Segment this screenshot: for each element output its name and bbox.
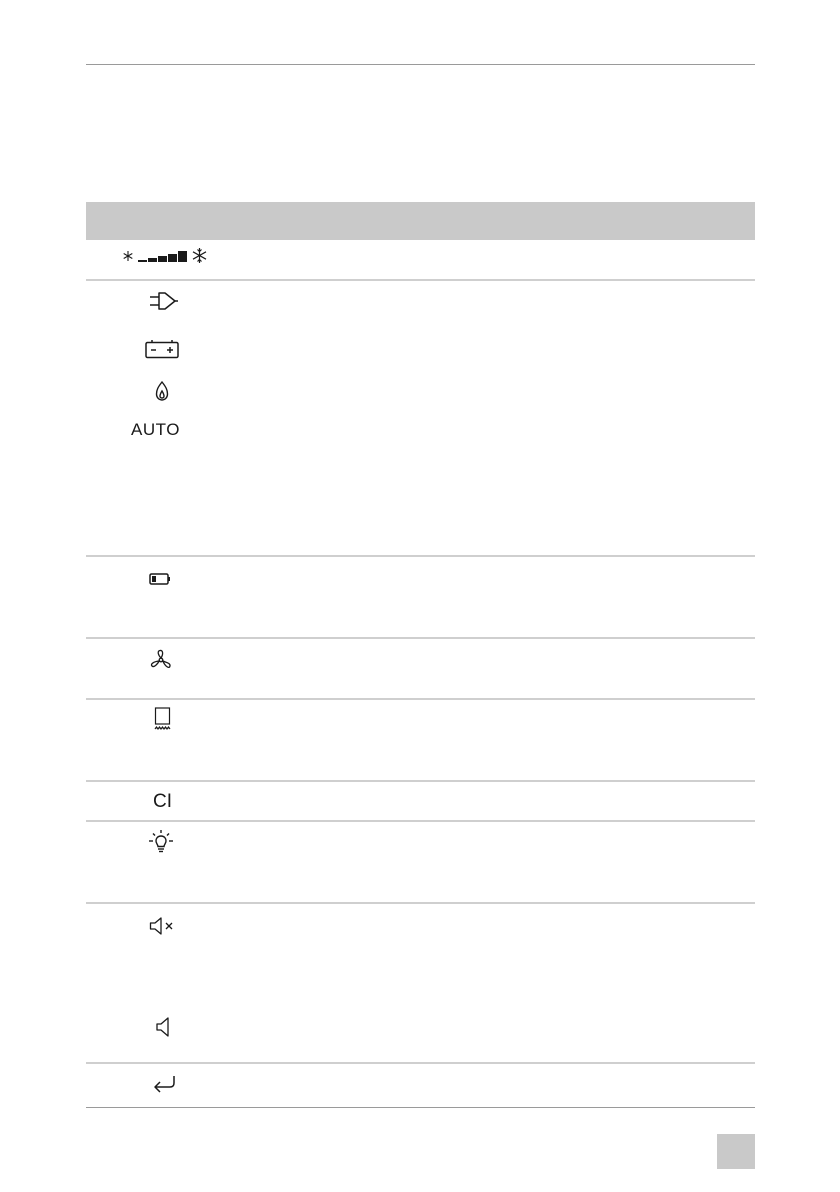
top-rule: [86, 64, 755, 65]
table-row-sound: [86, 904, 755, 1064]
enter-return-icon: [152, 1074, 178, 1094]
table-row-light: [86, 822, 755, 904]
speaker-mute-icon: [149, 917, 177, 935]
table-row-fan: [86, 639, 755, 700]
light-bulb-icon: [148, 829, 174, 857]
table-row-ci: [86, 782, 755, 822]
table-row-heater: [86, 700, 755, 782]
speaker-icon: [155, 1016, 171, 1038]
ci-label: CI: [153, 791, 172, 812]
symbol-table: [86, 202, 755, 1108]
fan-icon: [150, 649, 172, 671]
table-row-enter: [86, 1064, 755, 1108]
table-row-energy-source: [86, 281, 755, 557]
snowflake-small-icon: [122, 250, 134, 262]
battery-dc-icon: [145, 339, 179, 359]
page-tab: [717, 1134, 755, 1169]
table-row-temperature-scale: [86, 240, 755, 281]
gas-flame-icon: [155, 381, 169, 401]
low-battery-icon: [149, 573, 171, 585]
table-header: [86, 202, 755, 240]
snowflake-large-icon: [191, 247, 208, 264]
mains-plug-icon: [149, 290, 179, 312]
temperature-bars-icon: [138, 248, 190, 264]
heater-icon: [154, 707, 172, 733]
table-row-low-battery: [86, 557, 755, 639]
auto-label: AUTO: [131, 420, 180, 439]
